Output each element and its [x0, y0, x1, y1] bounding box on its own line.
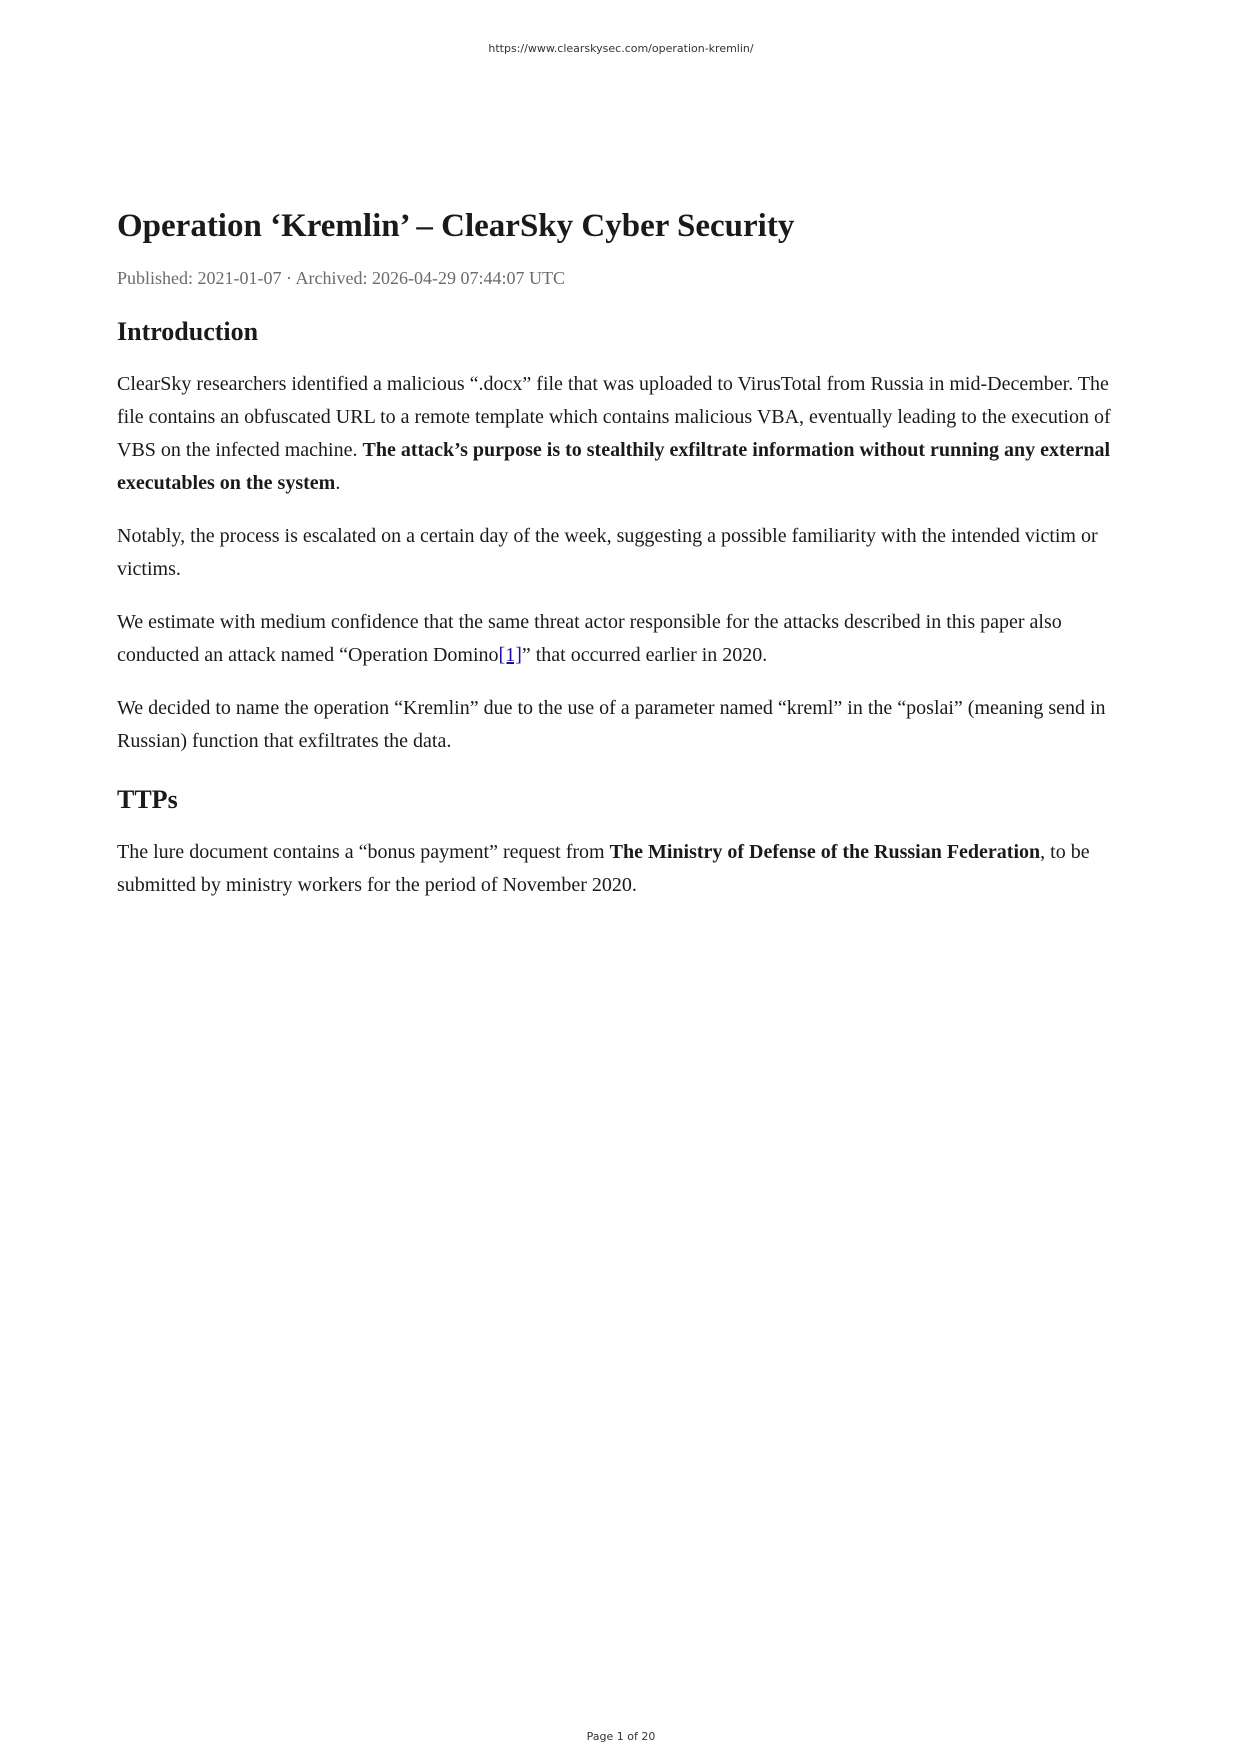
- intro-paragraph-3-text: We estimate with medium confidence that the same threat actor responsible for the attacks described in this paper also conducted an attack named “Operation Domino: [117, 611, 1062, 666]
- intro-paragraph-1-bold: The attack’s purpose is to stealthily exfiltrate information without running any external executables on the system: [117, 439, 1111, 494]
- section-heading-introduction: Introduction: [117, 317, 259, 346]
- intro-paragraph-3-end: ” that occurred earlier in 2020.: [521, 644, 768, 666]
- intro-paragraph-1-end: .: [335, 472, 341, 494]
- intro-paragraph-3: [117, 606, 1127, 672]
- page-number: Page 1 of 20: [586, 1730, 656, 1743]
- page-title: Operation ‘Kremlin’ – ClearSky Cyber Security: [117, 208, 795, 244]
- ttps-paragraph-1-text: The lure document contains a “bonus payment” request from: [117, 841, 610, 863]
- intro-paragraph-1-text: ClearSky researchers identified a malicious “.docx” file that was uploaded to VirusTotal from Russia in mid-December. The file contains an obfuscated URL to a remote template which contains malicious VBA, eventually leading to the execution of VBS on the infected machine.: [117, 373, 1111, 461]
- intro-paragraph-4: We decided to name the operation “Kremlin” due to the use of a parameter named “kreml” in the “poslai” (meaning send in Russian) function that exfiltrates the data.: [117, 697, 1106, 752]
- article: [117, 206, 1127, 922]
- intro-paragraph-2: Notably, the process is escalated on a certain day of the week, suggesting a possible familiarity with the intended victim or victims.: [117, 525, 1098, 580]
- publish-meta: Published: 2021-01-07 · Archived: 2026-04-29 07:44:07 UTC: [117, 268, 565, 288]
- ttps-paragraph-1-bold: The Ministry of Defense of the Russian Federation: [609, 841, 1041, 863]
- intro-paragraph-1: [117, 368, 1127, 500]
- ttps-paragraph-1: [117, 836, 1127, 902]
- section-heading-ttps: TTPs: [117, 785, 178, 814]
- ttps-paragraph-1-end: , to be submitted by ministry workers for the period of November 2020.: [117, 841, 1090, 896]
- page-url: https://www.clearskysec.com/operation-kremlin/: [488, 42, 754, 55]
- footnote-link-1[interactable]: [1]: [498, 644, 522, 666]
